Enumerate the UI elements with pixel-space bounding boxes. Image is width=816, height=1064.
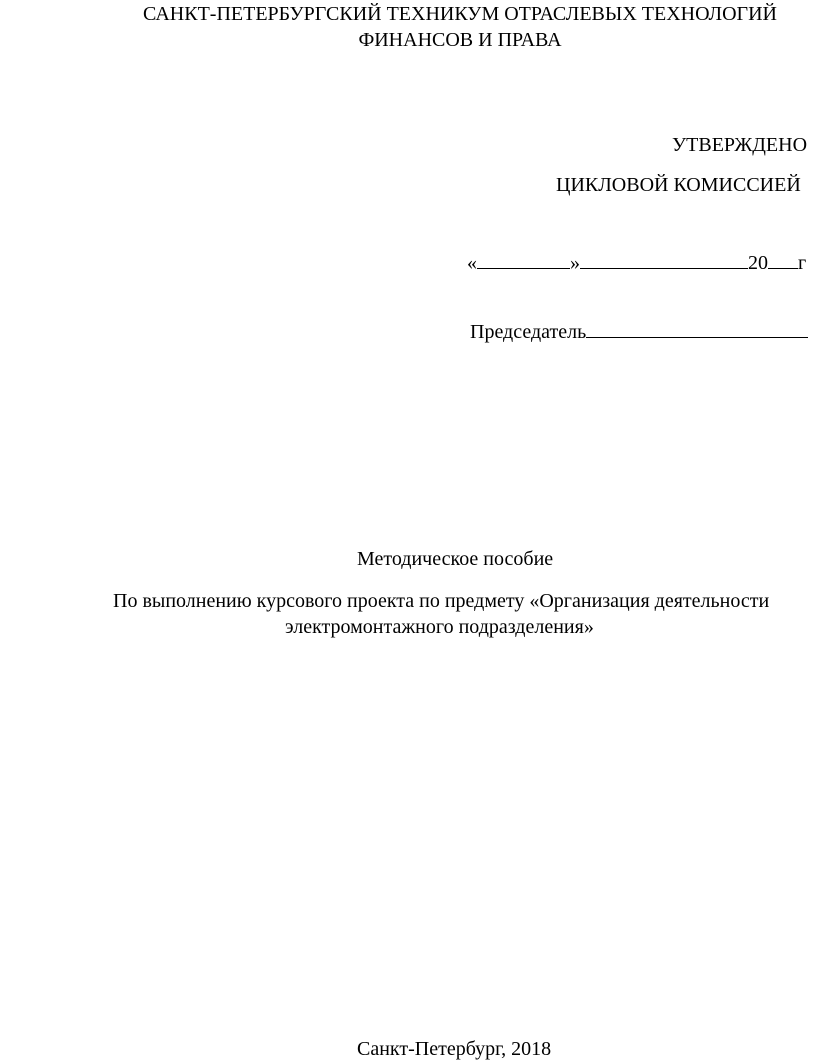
date-open-quote: «: [467, 252, 477, 274]
document-type: Методическое пособие: [357, 548, 554, 570]
document-subtitle-line-1: По выполнению курсового проекта по предмету «Организация деятельности: [113, 590, 770, 612]
city-year: Санкт-Петербург, 2018: [357, 1038, 552, 1060]
approval-date-line: [467, 250, 806, 275]
date-close-quote: »: [570, 252, 580, 274]
commission-label: ЦИКЛОВОЙ КОМИССИЕЙ: [556, 174, 801, 196]
month-blank: [580, 250, 748, 269]
chairman-signature-blank: [586, 319, 808, 338]
institution-name-line-1: САНКТ-ПЕТЕРБУРГСКИЙ ТЕХНИКУМ ОТРАСЛЕВЫХ ТЕХНОЛОГИЙ: [143, 3, 777, 25]
year-prefix: 20: [748, 252, 768, 274]
year-blank: [768, 250, 798, 269]
institution-name-line-2: ФИНАНСОВ И ПРАВА: [358, 29, 562, 51]
day-blank: [477, 250, 570, 269]
chairman-line: [470, 319, 808, 344]
approved-label: УТВЕРЖДЕНО: [672, 134, 808, 156]
chairman-label: Председатель: [470, 321, 587, 343]
document-subtitle-line-2: электромонтажного подразделения»: [285, 616, 594, 638]
year-suffix: г: [798, 252, 807, 274]
